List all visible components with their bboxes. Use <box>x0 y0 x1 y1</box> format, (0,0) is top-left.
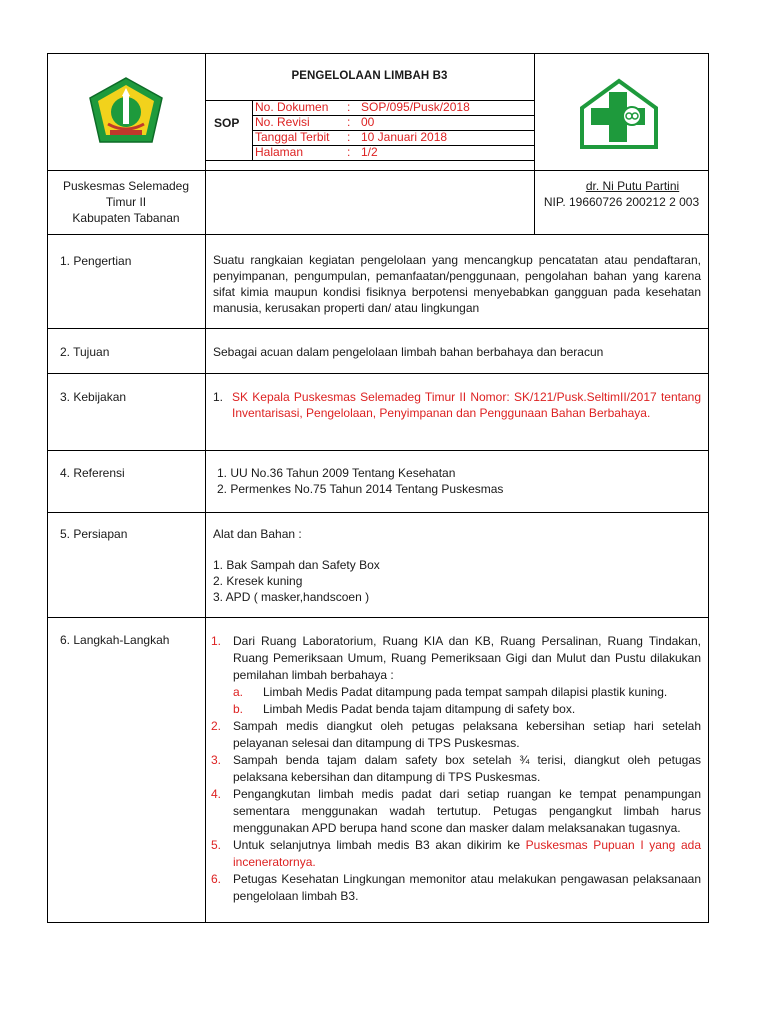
meta-tanggal-terbit <box>255 130 447 145</box>
kebijakan-text: SK Kepala Puskesmas Selemadeg Timur II Nomor: SK/121/Pusk.SeltimII/2017 tentang Inventarisasi, Pengelolaan, Penyimpanan dan Penggunaan Bahan Berbahaya. <box>232 390 701 420</box>
substep-letter: a. <box>233 685 244 699</box>
meta-key: No. Revisi <box>255 115 310 129</box>
divider-header <box>47 170 709 171</box>
step-number: 1. <box>211 634 222 648</box>
persiapan-heading: Alat dan Bahan : <box>213 527 302 541</box>
meta-key: Halaman <box>255 145 304 159</box>
divider-referensi <box>47 512 709 513</box>
persiapan-block <box>213 526 701 605</box>
meta-value: 10 Januari 2018 <box>361 130 448 144</box>
langkah-step <box>211 837 701 871</box>
institution-regency: Kabupaten Tabanan <box>72 211 180 225</box>
meta-no-revisi <box>255 115 374 130</box>
signatory-nip: NIP. 19660726 200212 2 003 <box>543 195 700 209</box>
institution-unit: Timur II <box>105 195 147 209</box>
step-number: 5. <box>211 838 222 852</box>
divider-pengertian <box>47 328 709 329</box>
signatory-block <box>534 178 709 210</box>
pengertian-text: Suatu rangkaian kegiatan pengelolaan yang mencangkup pencatatan atau pendaftaran, penyimpanan, pengumpulan, pemanfaatan/penggunaan, pengolahan bahan yang karena sifat kimia maupun kondisi fisiknya berpotensi menyebabkan gangguan pada kesehatan manusia, kerusakan properti dan/ atau lingkungan <box>213 253 701 315</box>
meta-key: No. Dokumen <box>255 100 329 114</box>
tujuan-text: Sebagai acuan dalam pengelolaan limbah bahan berbahaya dan beracun <box>213 345 604 359</box>
institution-block <box>47 178 205 226</box>
section-label-kebijakan: 3. Kebijakan <box>60 390 127 404</box>
persiapan-item: 1. Bak Sampah dan Safety Box <box>213 558 380 572</box>
section-label-persiapan: 5. Persiapan <box>60 527 128 541</box>
step-text: Pengangkutan limbah medis padat dari setiap ruangan ke tempat penampungan sementara menggunakan wadah tertutup. Petugas pengangkut limbah harus menggunakan APD berupa hand scone dan masker dalam melaksanakan tugasnya. <box>233 787 701 835</box>
meta-halaman <box>255 145 378 160</box>
step-number: 2. <box>211 719 222 733</box>
step-text: Sampah benda tajam dalam safety box setelah ¾ terisi, diangkut oleh petugas pelaksana kebersihan dan ditampung di TPS Puskesmas. <box>233 753 701 784</box>
meta-value: SOP/095/Pusk/2018 <box>361 100 470 114</box>
referensi-item: 1. UU No.36 Tahun 2009 Tentang Kesehatan <box>217 466 456 480</box>
langkah-step <box>211 871 701 905</box>
substep-letter: b. <box>233 702 244 716</box>
step-number: 6. <box>211 872 222 886</box>
substep-text: Limbah Medis Padat benda tajam ditampung di safety box. <box>263 702 576 716</box>
meta-value: 00 <box>361 115 375 129</box>
meta-sep: : <box>347 100 351 114</box>
substep-text: Limbah Medis Padat ditampung pada tempat sampah dilapisi plastik kuning. <box>263 685 668 699</box>
meta-sep: : <box>347 145 351 159</box>
divider-label-column <box>205 53 206 923</box>
divider-meta-bottom <box>205 160 534 161</box>
langkah-step <box>211 718 701 752</box>
persiapan-item: 2. Kresek kuning <box>213 574 303 588</box>
persiapan-item: 3. APD ( masker,handscoen ) <box>213 590 370 604</box>
section-label-referensi: 4. Referensi <box>60 466 125 480</box>
referensi-list <box>217 465 701 497</box>
langkah-substep <box>233 701 701 718</box>
referensi-item: 2. Permenkes No.75 Tahun 2014 Tentang Puskesmas <box>217 482 504 496</box>
step-text: Sampah medis diangkut oleh petugas pelaksana kebersihan setiap hari setelah pelayanan selesai dan ditampung di TPS Puskesmas. <box>233 719 701 750</box>
step-number: 4. <box>211 787 222 801</box>
step-text: Petugas Kesehatan Lingkungan memonitor atau melakukan pengawasan pelaksanaan pengelolaan limbah B3. <box>233 872 701 903</box>
step-text: Dari Ruang Laboratorium, Ruang KIA dan KB, Ruang Persalinan, Ruang Tindakan, Ruang Pemeriksaan Umum, Ruang Pemeriksaan Gigi dan Mulut dan Pustu dilakukan pemilahan limbah berbahaya : <box>233 634 701 682</box>
document-title: PENGELOLAAN LIMBAH B3 <box>291 70 448 82</box>
step-text: Untuk selanjutnya limbah medis B3 akan dikirim ke <box>233 838 526 852</box>
meta-sep: : <box>347 130 351 144</box>
divider-persiapan <box>47 617 709 618</box>
puskesmas-logo <box>579 78 659 150</box>
langkah-step <box>211 786 701 837</box>
langkah-substep <box>233 684 701 701</box>
meta-value: 1/2 <box>361 145 378 159</box>
langkah-list <box>211 633 701 905</box>
langkah-step <box>211 633 701 718</box>
step-number: 3. <box>211 753 222 767</box>
langkah-step <box>211 752 701 786</box>
divider-tujuan <box>47 373 709 374</box>
divider-kebijakan <box>47 450 709 451</box>
divider-institution <box>47 234 709 235</box>
kebijakan-number: 1. <box>213 390 224 404</box>
section-label-tujuan: 2. Tujuan <box>60 345 110 359</box>
signatory-name: dr. Ni Putu Partini <box>585 179 680 193</box>
meta-no-dokumen <box>255 100 470 115</box>
meta-key: Tanggal Terbit <box>255 130 330 144</box>
sop-label: SOP <box>214 116 240 130</box>
section-label-langkah: 6. Langkah-Langkah <box>60 633 170 647</box>
section-label-pengertian: 1. Pengertian <box>60 254 132 268</box>
kebijakan-item <box>213 389 701 421</box>
step-text-highlight: Puskesmas Pupuan I yang ada inceneratornya. <box>233 838 702 869</box>
meta-sep: : <box>347 115 351 129</box>
institution-name: Puskesmas Selemadeg <box>62 179 190 193</box>
regency-emblem-logo <box>88 76 164 144</box>
